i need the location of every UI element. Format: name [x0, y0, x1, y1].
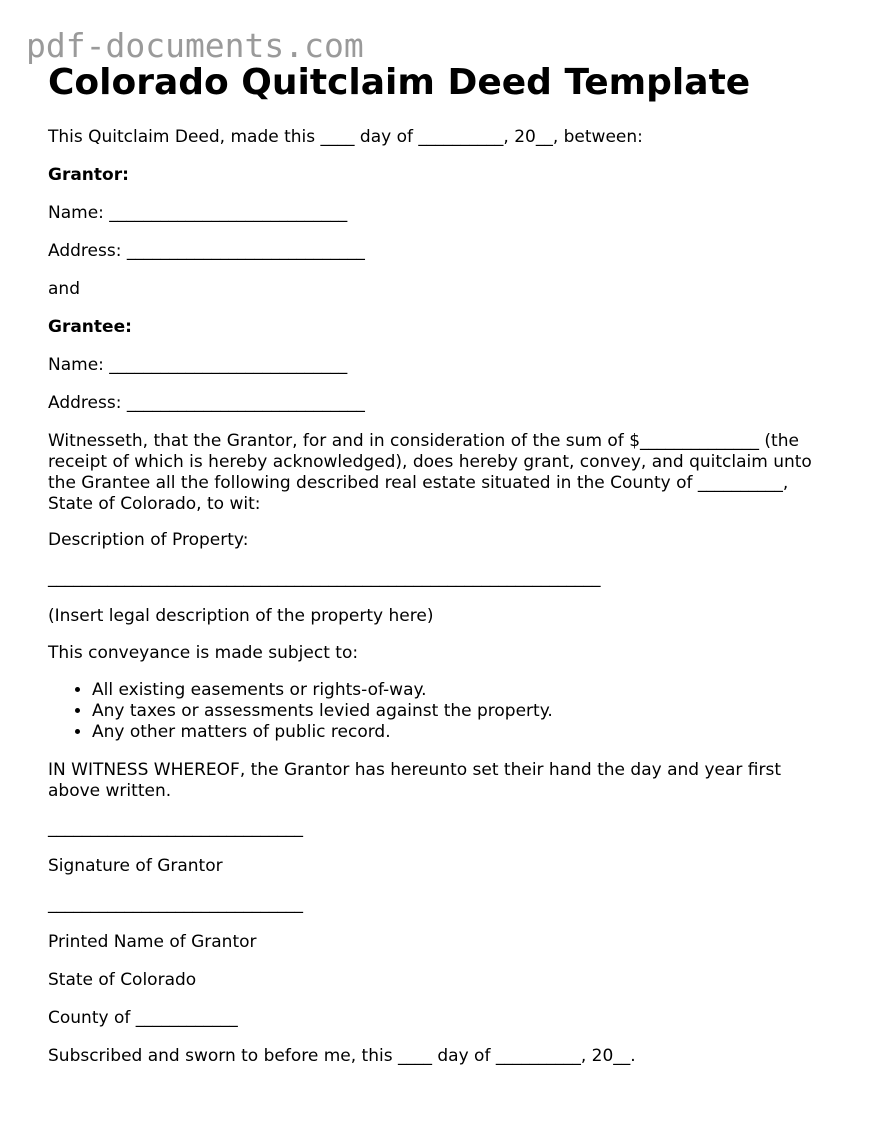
and-text: and: [48, 279, 80, 299]
grantor-name-field: Name: ____________________________: [48, 203, 348, 223]
subject-to-text: This conveyance is made subject to:: [48, 643, 359, 663]
page-title: Colorado Quitclaim Deed Template: [48, 62, 751, 103]
description-line: _________________________________________________________________: [48, 568, 601, 588]
grantor-heading: Grantor:: [48, 165, 129, 185]
watermark: pdf-documents.com: [26, 26, 364, 65]
grantee-name-field: Name: ____________________________: [48, 355, 348, 375]
printed-name-line: ______________________________: [48, 894, 303, 914]
witnesseth-paragraph: Witnesseth, that the Grantor, for and in consideration of the sum of $______________ (the receipt of which is hereby acknowledged), does hereby grant, convey, and quitclaim unto the Grantee all the following described real estate situated in the County of __________, State of Colorado, to wit:: [48, 431, 812, 514]
county-field: County of ____________: [48, 1008, 238, 1028]
signature-line: ______________________________: [48, 818, 303, 838]
list-item: • All existing easements or rights-of-way.: [92, 680, 553, 701]
subscribed-text: Subscribed and sworn to before me, this ____ day of __________, 20__.: [48, 1046, 636, 1066]
grantee-address-field: Address: ____________________________: [48, 393, 365, 413]
conditions-list: [48, 680, 553, 743]
grantee-heading: Grantee:: [48, 317, 132, 337]
state-text: State of Colorado: [48, 970, 197, 990]
printed-name-label: Printed Name of Grantor: [48, 932, 257, 952]
list-item: • Any taxes or assessments levied against the property.: [92, 701, 553, 722]
signature-label: Signature of Grantor: [48, 856, 223, 876]
in-witness-paragraph: IN WITNESS WHEREOF, the Grantor has hereunto set their hand the day and year first above written.: [48, 760, 782, 801]
description-label: Description of Property:: [48, 530, 249, 550]
grantor-address-field: Address: ____________________________: [48, 241, 365, 261]
intro-text: This Quitclaim Deed, made this ____ day of __________, 20__, between:: [48, 127, 643, 147]
list-item: • Any other matters of public record.: [92, 722, 553, 743]
description-hint: (Insert legal description of the property here): [48, 606, 434, 626]
